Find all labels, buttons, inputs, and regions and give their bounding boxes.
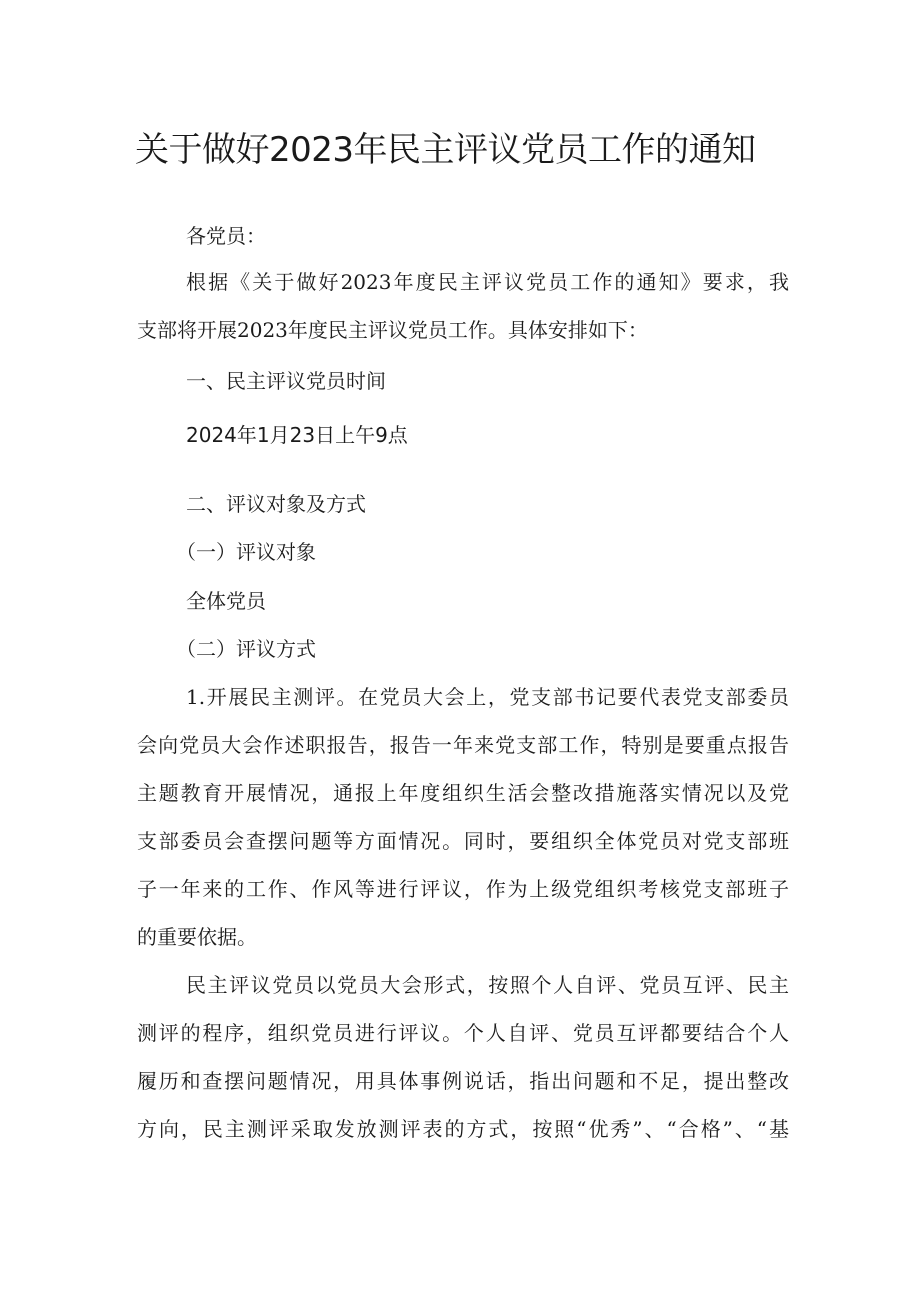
para2-line-1: 1.开展民主测评。在党员大会上，党支部书记要代表党支部委员 — [186, 685, 789, 709]
para3-line-4: 方向，民主测评采取发放测评表的方式，按照“优秀”、“合格”、“基 — [137, 1117, 789, 1141]
para1-line-2: 支部将开展2023年度民主评议党员工作。具体安排如下： — [137, 318, 648, 342]
sub2-heading: （二）评议方式 — [176, 637, 316, 661]
para3-line-3: 履历和查摆问题情况，用具体事例说话，指出问题和不足，提出整改 — [137, 1069, 789, 1093]
section1-heading: 一、民主评议党员时间 — [186, 369, 386, 393]
document-title: 关于做好2023年民主评议党员工作的通知 — [135, 130, 756, 170]
salutation: 各党员： — [186, 224, 266, 248]
para1-line-1: 根据《关于做好2023年度民主评议党员工作的通知》要求，我 — [186, 270, 789, 294]
section1-time: 2024年1月23日上午9点 — [186, 423, 408, 447]
para2-line-6: 的重要依据。 — [137, 925, 257, 949]
section2-heading: 二、评议对象及方式 — [186, 492, 366, 516]
sub1-text: 全体党员 — [186, 589, 266, 613]
para2-line-2: 会向党员大会作述职报告，报告一年来党支部工作，特别是要重点报告 — [137, 733, 789, 757]
para3-line-1: 民主评议党员以党员大会形式，按照个人自评、党员互评、民主 — [186, 973, 789, 997]
para2-line-4: 支部委员会查摆问题等方面情况。同时，要组织全体党员对党支部班 — [137, 829, 789, 853]
para2-line-5: 子一年来的工作、作风等进行评议，作为上级党组织考核党支部班子 — [137, 877, 789, 901]
sub1-heading: （一）评议对象 — [176, 540, 316, 564]
para3-line-2: 测评的程序，组织党员进行评议。个人自评、党员互评都要结合个人 — [137, 1021, 789, 1045]
para2-line-3: 主题教育开展情况，通报上年度组织生活会整改措施落实情况以及党 — [137, 781, 789, 805]
